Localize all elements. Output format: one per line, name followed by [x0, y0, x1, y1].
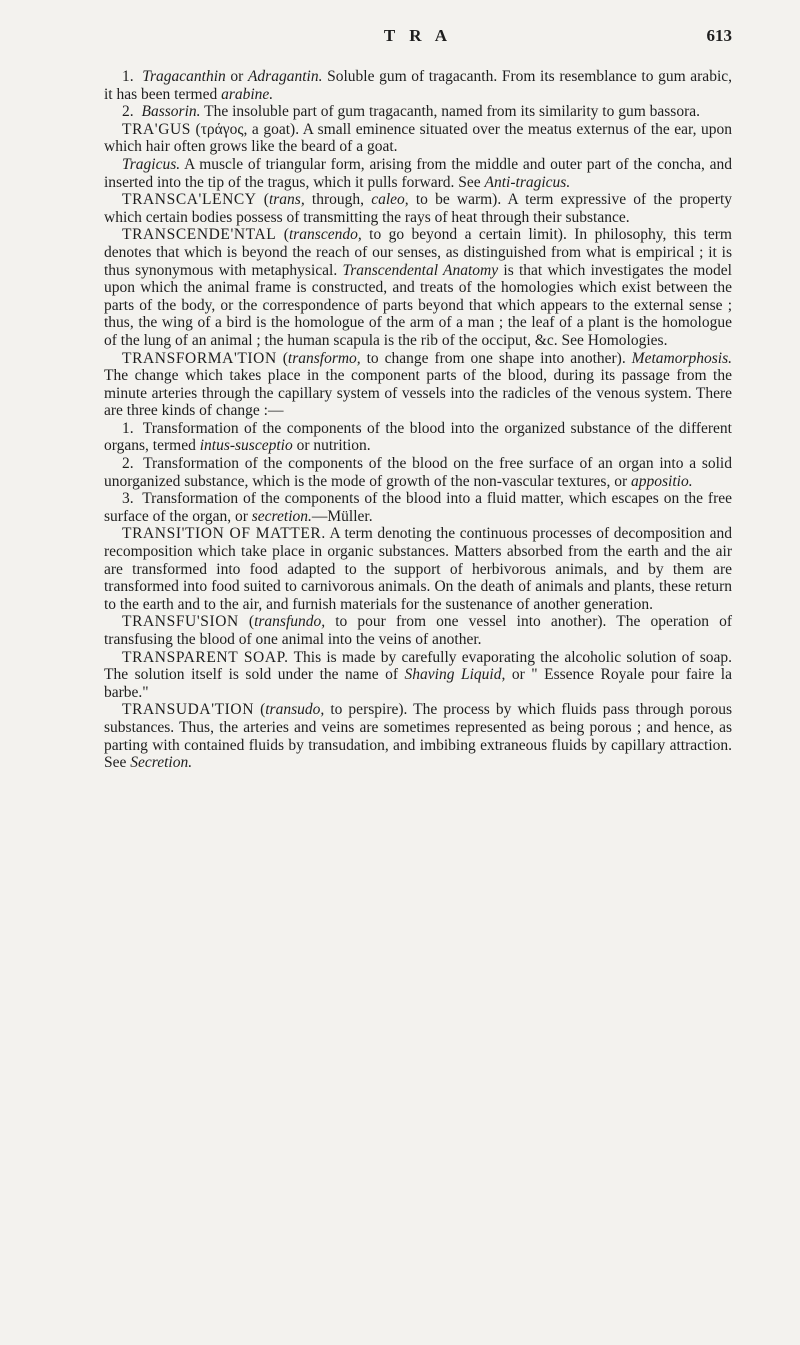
headword: Tragicus. [122, 155, 181, 173]
entry-number: 1. [122, 419, 134, 437]
entry-rest: to go beyond a certain limit). In philosophy, this term denotes that which is beyond the reach of our senses, as distinguished from what is empirical ; it is thus synonymous with metaphysical. [104, 226, 732, 279]
entry-xref: Secretion. [130, 754, 193, 772]
headword: Bassorin. [141, 103, 201, 121]
page-header [104, 26, 732, 60]
entry-text: A muscle of triangular form, arising from the middle and outer part of the concha, and inserted into the tip of the tragus, which it pulls forward. See [104, 155, 732, 191]
entry-rest: —Müller. [311, 507, 373, 525]
entry-gloss: Shaving Liquid, [404, 666, 506, 684]
entry-gloss: intus-susceptio [199, 437, 293, 455]
entry-transformation-2 [104, 455, 732, 490]
entries-column [104, 68, 732, 772]
entry-text: This is made by carefully evaporating the alcoholic solution of soap. The solution itself is sold under the name of [104, 648, 733, 684]
entry-rest: or nutrition. [292, 437, 371, 455]
entry-text: ( [256, 191, 269, 209]
entry-text: ( [238, 613, 255, 631]
entry-rest: or " Essence Royale pour faire la barbe." [104, 666, 732, 701]
entry-gloss: appositio. [631, 472, 693, 490]
entry-transformation-1 [104, 420, 732, 455]
entry-transformation-3 [104, 490, 732, 525]
entry-text: Transformation of the components of the blood into the organized substance of the different organs, termed [104, 419, 732, 455]
entry-rest: to perspire). The process by which fluids pass through porous substances. Thus, the arteries and veins are sometimes represented as being porous ; and hence, as parting with contained fluids by transudation, and imbibing extraneous fluids by capillary attraction. See [104, 701, 732, 772]
entry-gloss: transfundo, [254, 613, 326, 631]
headword: TRANSFU'SION [122, 613, 239, 631]
headword: Tragacanthin [142, 68, 226, 85]
entry-number: 2. [122, 103, 134, 121]
entry-tail: to be warm). A term expressive of the property which certain bodies possess of transmitting the rays of heat through their substance. [104, 191, 732, 226]
entry-xref: caleo, [371, 191, 409, 209]
entry-bassorin [104, 103, 732, 121]
entry-transcalency [104, 191, 732, 226]
headword: TRANSI'TION OF MATTER. [122, 525, 326, 543]
entry-xref: arabine. [221, 85, 274, 103]
entry-transcendental [104, 226, 732, 349]
entry-gloss: transudo, [265, 701, 325, 719]
entry-gloss: secretion. [251, 507, 312, 525]
running-head: T R A [383, 26, 453, 45]
entry-tragus [104, 121, 732, 156]
headword: TRANSCA'LENCY [122, 191, 257, 209]
entry-rest: to pour from one vessel into another). The operation of transfusing the blood of one animal into the veins of another. [104, 613, 732, 648]
headword: TRA'GUS [122, 120, 192, 138]
entry-tail: The change which takes place in the component parts of the blood, during its passage from the minute arteries through the capillary system of vessels into the radicles of the venous system. There are three kinds of change :— [104, 367, 732, 420]
entry-number: 3. [122, 490, 134, 508]
headword: TRANSCENDE'NTAL [122, 226, 277, 244]
entry-tragacanthin [104, 68, 732, 103]
entry-rest: Soluble gum of tragacanth. From its resemblance to gum arabic, it has been termed [104, 68, 732, 103]
entry-text: The insoluble part of gum tragacanth, named from its similarity to gum bassora. [200, 103, 700, 121]
entry-transfusion [104, 613, 732, 648]
entry-text: or [225, 68, 248, 85]
entry-gloss: transformo, [287, 349, 361, 367]
entry-xref: Metamorphosis. [631, 349, 732, 367]
headword: TRANSPARENT SOAP. [122, 648, 289, 666]
entry-text: Transformation of the components of the blood on the free surface of an organ into a solid unorganized substance, which is the mode of growth of the non-vascular textures, or [104, 455, 732, 490]
entry-xref: Anti-tragicus. [484, 173, 571, 191]
entry-text: ( [276, 349, 288, 367]
entry-gloss: trans, [268, 191, 305, 209]
entry-text: A term denoting the continuous processes of decomposition and recomposition which take place in organic substances. Matters absorbed from the earth and the air are transformed into food adapted to the support of herbivorous animals, and by them are transformed into food suited to carnivorous animals. On the death of animals and plants, these return to the earth and to the air, and furnish materials for the sustenance of another generation. [104, 525, 732, 613]
entry-number: 2. [122, 455, 134, 473]
entry-gloss: Adragantin. [247, 68, 323, 85]
entry-transparent-soap [104, 649, 732, 702]
entry-tragicus [104, 156, 732, 191]
entry-tail: is that which investigates the model upon which the animal frame is constructed, and treats of the homologies which exist between the parts of the body, or the correspondence of parts beyond that which appears to the external sense ; thus, the wing of a bird is the homologue of the arm of a man ; the leaf of a plant is the homologue of the lung of an animal ; the human scapula is the rib of the occiput, &c. See Homologies. [104, 261, 732, 349]
entry-rest: through, [304, 191, 372, 209]
entry-xref: Transcendental Anatomy [342, 261, 499, 279]
entry-transformation [104, 350, 732, 420]
entry-text: ( [276, 226, 289, 244]
entry-text: (τράγος, a goat). A small eminence situated over the meatus externus of the ear, upon which hair often grows like the beard of a goat. [104, 120, 732, 156]
headword: TRANSUDA'TION [122, 701, 255, 719]
entry-transition-of-matter [104, 525, 732, 613]
entry-transudation [104, 701, 732, 771]
entry-gloss: transcendo, [288, 226, 362, 244]
entry-number: 1. [122, 68, 134, 85]
entry-text: ( [254, 701, 266, 719]
entry-text: Transformation of the components of the blood into a fluid matter, which escapes on the free surface of the organ, or [104, 490, 732, 525]
page-number: 613 [706, 26, 732, 45]
entry-rest: to change from one shape into another). [360, 349, 632, 367]
headword: TRANSFORMA'TION [122, 349, 277, 367]
